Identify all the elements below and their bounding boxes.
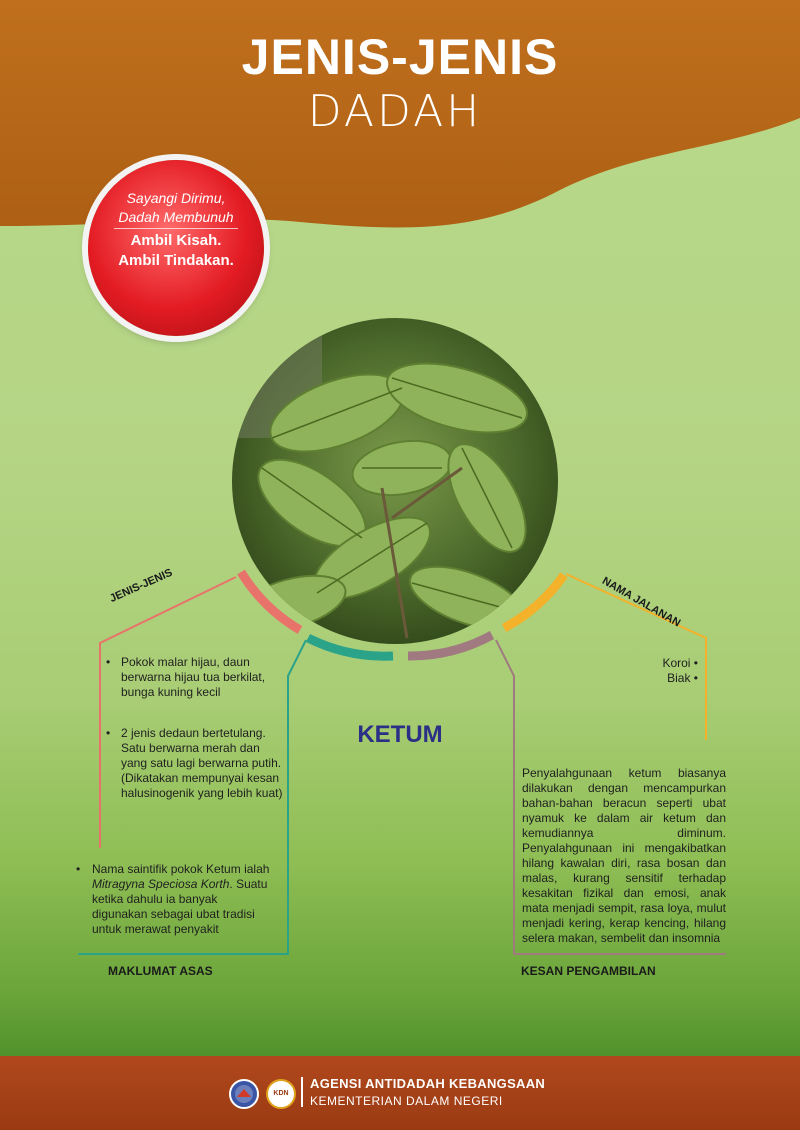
kesan-text: Penyalahgunaan ketum biasanya dilakukan dengan mencampurkan bahan-bahan beracun seperti ubat nyamuk ke dalam air ketum dan kemudiannya diminum. Penyalahgunaan ini mengakibatkan hilang kawalan diri, rasa bosan dan malas, kurang sensitif terhadap kesakitan fizikal dan emosi, anak mata menjadi sempit, rasa loya, mulut menjadi kering, kerap kencing, hilang selera makan, sembelit dan insomnia bbox=[522, 766, 726, 945]
aadk-emblem-icon bbox=[231, 1081, 257, 1107]
maklumat-text bbox=[92, 862, 272, 937]
jenis-heading: JENIS-JENIS bbox=[108, 566, 175, 605]
agency-name: AGENSI ANTIDADAH KEBANGSAAN bbox=[310, 1076, 546, 1091]
badge-slogan-line1: Sayangi Dirimu, bbox=[126, 190, 226, 206]
kdn-logo-text: KDN bbox=[273, 1090, 289, 1097]
maklumat-arc bbox=[308, 638, 393, 656]
maklumat-heading: MAKLUMAT ASAS bbox=[108, 964, 213, 978]
maklumat-bullet: • bbox=[76, 862, 81, 876]
jalanan-arc bbox=[504, 575, 564, 628]
badge-slogan-line2: Dadah Membunuh bbox=[118, 209, 234, 225]
aadk-logo-icon bbox=[229, 1079, 259, 1109]
scientific-name: Mitragyna Speciosa Korth bbox=[92, 877, 230, 891]
jalanan-item-1: Koroi • bbox=[662, 656, 698, 670]
jenis-item-2: 2 jenis dedaun bertetulang. Satu berwarna merah dan yang satu lagi berwarna putih. (Dikatakan mempunyai kesan halusinogenik yang lebih kuat) bbox=[121, 726, 283, 800]
maklumat-text-after: . Suatu ketika dahulu ia banyak digunakan sebagai ubat tradisi untuk merawat penyakit bbox=[92, 877, 268, 936]
page-subtitle: DADAH bbox=[307, 86, 483, 137]
jenis-bullet-1: • bbox=[106, 655, 111, 669]
drug-name: KETUM bbox=[357, 721, 443, 748]
page-title: JENIS-JENIS bbox=[241, 29, 559, 85]
footer-bar bbox=[0, 1056, 800, 1130]
ministry-name: KEMENTERIAN DALAM NEGERI bbox=[310, 1094, 503, 1108]
badge-action-line1: Ambil Kisah. bbox=[130, 232, 222, 249]
kdn-logo-icon bbox=[266, 1079, 296, 1109]
jalanan-item-2-label: Biak bbox=[667, 671, 691, 685]
jenis-line bbox=[100, 577, 236, 848]
jalanan-item-2: Biak • bbox=[667, 671, 698, 685]
kesan-arc bbox=[408, 635, 492, 656]
footer-divider bbox=[301, 1077, 303, 1107]
jalanan-item-1-label: Koroi bbox=[662, 656, 691, 670]
jenis-item-1: Pokok malar hijau, daun berwarna hijau tua berkilat, bunga kuning kecil bbox=[121, 655, 266, 699]
jenis-arc bbox=[241, 572, 300, 630]
badge-action-line2: Ambil Tindakan. bbox=[118, 252, 234, 269]
jenis-bullet-2: • bbox=[106, 726, 111, 740]
maklumat-text-before: Nama saintifik pokok Ketum ialah bbox=[92, 862, 270, 876]
jalanan-heading: NAMA JALANAN bbox=[600, 575, 683, 630]
kesan-heading: KESAN PENGAMBILAN bbox=[521, 964, 656, 978]
